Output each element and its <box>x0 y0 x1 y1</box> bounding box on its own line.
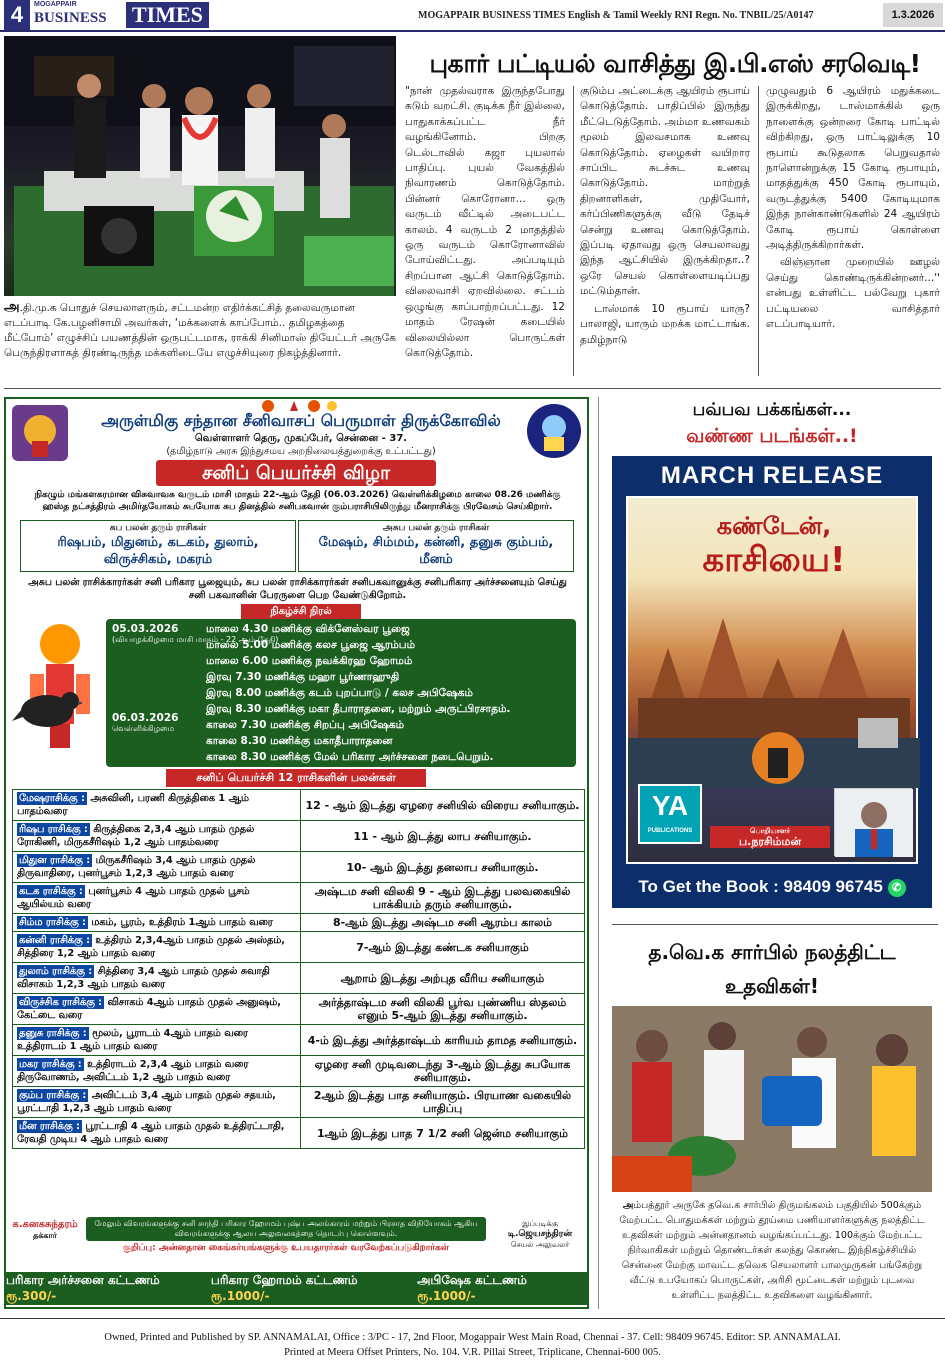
rasi-row <box>13 1025 585 1056</box>
rasi-result: ஏழரை சனி முடிவடைந்து 3-ஆம் இடத்து சுபயோக சனியாகும். <box>301 1056 585 1087</box>
rasi-name: துலாம் ராசிக்கு : <box>19 966 93 977</box>
rasi-stars: அசுவினி, பரணி கிருத்திகை 1 ஆம் பாதம்வரை <box>17 793 249 817</box>
rasi-stars-cell <box>13 1087 301 1118</box>
book-cover <box>626 496 918 864</box>
imprint-line-1: Owned, Printed and Published by SP. ANNAMALAI, Office : 3/PC - 17, 2nd Floor, Mogappair West Main Road, Chennai - 37. Cell: 98409 96745. Editor: SP. ANNAMALAI. <box>104 1332 841 1343</box>
program-date-note: வெள்ளிக்கிழமை <box>112 724 175 733</box>
rasi-row <box>13 914 585 932</box>
section-divider <box>4 388 941 389</box>
program-schedule <box>106 619 576 767</box>
story-column-3 <box>766 84 940 335</box>
rasi-name: கடக ராசிக்கு : <box>19 886 83 897</box>
imprint-line-2: Printed at Meera Offset Printers, No. 104. V.R. Pillai Street, Triplicane, Chennai-600 005. <box>284 1347 661 1358</box>
rasi-stars: மகம், பூரம், உத்திரம் 1ஆம் பாதம் வரை <box>91 917 273 928</box>
story-paragraph: குடும்ப அட்டைக்கு ஆயிரம் ரூபாய் கொடுத்தோம். பாதிப்பில் இருந்து மீட்டெடுத்தோம். அம்மா உணவகம் மூலம் இலவசமாக உணவு கொடுத்தோம். ஏழைகள் வயிறார சாப்பிட சுடச்சுட உணவு கொடுத்தோம். மாற்றுத் திறனாளிகள், முதியோர், கர்ப்பிணிகளுக்கு வீடு தேடிச் சென்று உணவு கொடுத்தோம். இப்படி ஏதாவது ஒரு செயலாவது இந்த ஆட்சியில் இருக்கிறதா..? ஒரே செயல் கொள்ளையடிப்பது மட்டும்தான். <box>580 85 750 298</box>
contact-note: மேலும் விவரங்களுக்கு சனி சாந்தி பரிகார ஹோமம் புஷ்ப அலங்காரம் மற்றும் பிரசாத விநியோகம் ஆகிய விவரங்களுக்கு ஆலய அலுவலகத்தை தொடர்பு கொள்ளவும். <box>86 1217 486 1241</box>
tvk-photo-caption <box>612 1198 932 1303</box>
tvk-story-headline: த.வெ.க சார்பில் நலத்திட்ட உதவிகள்! <box>648 940 896 998</box>
rasi-table-title: சனிப் பெயர்ச்சி 12 ராசிகளின் பலன்கள் <box>166 769 426 787</box>
auspicious-rasi-box <box>20 520 296 572</box>
program-date-note: (வியாழக்கிழமை மாசி மாதம் - 22 ஆம் தேதி) <box>112 635 279 644</box>
publisher-logo <box>638 784 702 844</box>
inauspicious-heading: அசுப பலன் தரும் ராசிகள் <box>382 523 490 533</box>
rasi-result: 7-ஆம் இடத்து கண்டக சனியாகும் <box>301 932 585 963</box>
inauspicious-rasis: மேஷம், சிம்மம், கன்னி, தனுசு கும்பம், மீனம் <box>318 535 554 567</box>
program-date: 05.03.2026 <box>112 623 179 635</box>
rasi-results-table <box>12 789 585 1149</box>
temple-name: அருள்மிகு சந்தான சீனிவாசப் பெருமாள் திருக்கோவில் <box>101 411 501 430</box>
rasi-stars: அவிட்டம் 3,4 ஆம் பாதம் முதல் சதயம், பூரட்டாதி 1,2,3 ஆம் பாதம் வரை <box>17 1090 276 1114</box>
rasi-name: ரிஷப ராசிக்கு : <box>19 824 88 835</box>
rasi-stars-cell <box>13 1025 301 1056</box>
rasi-name: மிதுன ராசிக்கு : <box>19 855 91 866</box>
kasi-temple-illustration <box>628 588 920 788</box>
story-paragraph: "நான் முதல்வராக இருந்தபோது கடும் வறட்சி. குடிக்க நீர் இல்லை, பாதுகாக்கப்பட்ட நீர் வழங்கினோம். பிறகு டெல்டாவில் கஜா புயலால் பாதிப்பு. புயல் வேகத்தில் நிவாரணம் கொடுத்தோம். பின்னர் கொரோனா... ஒரு வருடம் வீட்டில் அடைபட்ட காலம். 4 வருடம் 2 மாதத்தில் ஒரு வருடம் கொரோனாவில் போய்விட்டது. அப்படியும் சிறப்பான ஆட்சி கொடுத்தோம். விலைவாசி ஏறவில்லை. சட்டம் ஒழுங்கு காப்பாற்றப்பட்டது. 12 மாதம் ரேஷன் கடையில் விலையில்லா பொருட்கள் கொடுத்தோம். <box>405 85 565 359</box>
book-contact <box>612 874 932 900</box>
temple-subtitle: (தமிழ்நாடு அரசு இந்துசமய அறநிலையத்துறைக்கு உட்பட்டது) <box>166 446 436 457</box>
rasi-result: அஷ்டம சனி விலகி 9 - ஆம் இடத்து பலவகையில் பாக்கியம் தரும் சனியாகும். <box>301 883 585 914</box>
book-ad-headline-2: வண்ண படங்கள்..! <box>686 425 858 447</box>
rally-photo-caption <box>4 300 396 361</box>
deity-icon <box>12 405 68 461</box>
rasi-stars: விசாகம் 4ஆம் பாதம் முதல் அனுஷம், கேட்டை வரை <box>17 997 281 1021</box>
fee-value: ரூ.1000/- <box>417 1288 476 1303</box>
rasi-result: 10- ஆம் இடத்து தனலாப சனியாகும். <box>301 852 585 883</box>
rasi-stars-cell <box>13 914 301 932</box>
rasi-name: சிம்ம ராசிக்கு : <box>19 917 86 928</box>
author-photo <box>834 788 912 856</box>
story-column-1 <box>405 84 565 363</box>
auspicious-heading: சுப பலன் தரும் ராசிகள் <box>109 523 207 533</box>
rasi-stars-cell <box>13 963 301 994</box>
temple-address: வெள்ளாளர் தெரு, முகப்பேர், சென்னை - 37. <box>194 433 408 444</box>
fee-value: ரூ.1000/- <box>210 1288 270 1303</box>
book-title-line-1: கண்டேன், <box>716 512 832 540</box>
rasi-result: 12 - ஆம் இடத்து ஏழரை சனியில் விரைய சனியாகும். <box>301 790 585 821</box>
donor-note: குறிப்பு: அன்னதான கைங்கர்யங்களுக்கு உபயதாரர்கள் வரவேற்கப்படுகிறார்கள் <box>123 1243 449 1253</box>
program-item: மாலை 6.00 மணிக்கு நவக்கிரஹ ஹோமம் <box>206 655 413 667</box>
fee-value: ரூ.300/- <box>6 1288 57 1303</box>
rasi-stars: பூரட்டாதி 4 ஆம் பாதம் முதல் உத்திரட்டாதி, ரேவதி முடிய 4 ஆம் பாதம் வரை <box>17 1121 285 1145</box>
rasi-name: மகர ராசிக்கு : <box>19 1059 82 1070</box>
column-divider <box>598 397 599 1309</box>
story-paragraph: டாஸ்மாக் 10 ரூபாய் யாரு? பாலாஜி, யாரும் மறக்க மாட்டாங்க. தமிழ்நாடு <box>580 302 750 346</box>
book-contact-text: To Get the Book : 98409 96745 <box>638 877 883 896</box>
rasi-stars: புனர்பூசம் 4 ஆம் பாதம் முதல் பூசம் ஆயில்யம் வரை <box>17 886 250 910</box>
signatory-role: செயல் அலுவலர் <box>510 1240 570 1249</box>
fee-label: அபிஷேக கட்டணம் <box>417 1272 527 1287</box>
signatory-name: டி.ஜெயசந்திரன் <box>507 1229 573 1239</box>
rasi-row <box>13 963 585 994</box>
auspicious-rasis: ரிஷபம், மிதுனம், கடகம், துலாம், விருச்சிகம், மகரம் <box>57 535 259 567</box>
whatsapp-icon: ✆ <box>888 879 906 897</box>
rasi-row <box>13 1087 585 1118</box>
fee-label: பரிகார அர்ச்சனை கட்டணம் <box>6 1272 160 1287</box>
fee-abishekam <box>417 1273 587 1305</box>
logo-business-text: BUSINESS <box>34 10 107 26</box>
rasi-name: மேஷராசிக்கு : <box>19 793 85 804</box>
signatory-name: க.கனகசுந்தரம் <box>12 1219 78 1230</box>
publisher-logo-text: YA <box>651 790 689 821</box>
program-item: மாலை 4.30 மணிக்கு விக்னேஸ்வர பூஜை <box>206 623 410 635</box>
footer-rule <box>0 1318 945 1319</box>
story-column-2 <box>580 84 750 350</box>
program-item: இரவு 7.30 மணிக்கு மஹா பூர்ணாஹுதி <box>206 671 400 683</box>
imprint-footer <box>0 1330 945 1360</box>
rasi-name: கன்னி ராசிக்கு : <box>19 935 90 946</box>
rasi-stars: மிருகசீரிஷம் 3,4 ஆம் பாதம் முதல் திருவாதிரை, புனர்பூசம் 1,2,3 ஆம் பாதம் வரை <box>17 855 256 879</box>
rasi-name: விருச்சிக ராசிக்கு : <box>19 997 103 1008</box>
signatory-role: தக்கார் <box>33 1231 57 1240</box>
author-name: ப.நரசிம்மன் <box>738 835 802 848</box>
rasi-row <box>13 852 585 883</box>
caption-text: ம்பத்தூர் அருகே தவெ.க சார்பில் திருமங்கலம் பகுதியில் 500க்கும் மேற்பட்ட பொதுமக்கள் மற்றும் தூய்மை பணியாளர்களுக்கு நலத்திட்ட உதவிகள் மற்றும் அன்னதானம் வழங்கப்பட்டது. 100க்கும் மேற்பட்ட நிர்வாகிகள் மற்றும் தொண்டர்கள் கலந்து கொண்ட இந்நிகழ்ச்சியில் சென்னை மேற்கு மாவட்ட தவெக செயலாளர் பாலமுருகன் பங்கேற்று வீட்டு உபயோகப் பொருட்கள், அரிசி மூட்டைகள் மற்றும் புடவை உள்ளிட்ட நலத்திட்ட உதவிகளை வழங்கினார். <box>619 1200 925 1301</box>
release-banner: MARCH RELEASE <box>660 462 884 489</box>
program-item: காலை 7.30 மணிக்கு சிறப்பு அபிஷேகம் <box>206 719 405 731</box>
rasi-result: 2ஆம் இடத்து பாத சனியாகும். பிரயாண வகையில் பாதிப்பு <box>301 1087 585 1118</box>
program-item: இரவு 8.00 மணிக்கு கடம் புறப்பாடு / கலச அபிஷேகம் <box>206 687 473 699</box>
krishna-icon <box>526 403 582 459</box>
rally-photo <box>4 36 396 296</box>
rasi-stars: உத்திரம் 2,3,4ஆம் பாதம் முதல் அஸ்தம், சித்திரை 1,2 ஆம் பாதம் வரை <box>17 935 285 959</box>
rasi-stars-cell <box>13 994 301 1025</box>
tvk-event-photo <box>612 1006 932 1192</box>
story-paragraph: விஞ்ஞான முறையில் ஊழல் செய்து கொண்டிருக்கின்றனர்...'' என்பது உள்ளிட்ட பல்வேறு புகார் பட்டியலை வாசித்தார் எடப்பாடியார். <box>766 256 940 331</box>
story-paragraph: முழுவதும் 6 ஆயிரம் மதுக்கடை இருக்கிறது, டாஸ்மாக்கில் ஒரு நாளைக்கு ஒன்றரை கோடி பாட்டில் விற்கிறது, ஒரு பாட்டிலுக்கு 10 ரூபாய் கூடுதலாக பெறுவதால் நாளொன்றுக்கு 15 கோடி ரூபாயும், மாதத்துக்கு 450 கோடி ரூபாயும், வருடத்துக்கு 5400 கோடியுமாக இந்த நான்காண்டுகளில் 24 ஆயிரம் கோடி ரூபாய் கொள்ளை அடித்திருக்கிறார்கள். <box>766 85 940 252</box>
rasi-stars: மூலம், பூராடம் 4ஆம் பாதம் வரை உத்திராடம் 1 ஆம் பாதம் வரை <box>17 1028 248 1052</box>
rasi-result: 1ஆம் இடத்து பாத 7 1/2 சனி ஜென்ம சனியாகும் <box>301 1118 585 1149</box>
logo-small-text: MOGAPPAIR <box>34 1 77 8</box>
logo-times-text: TIMES <box>126 2 209 28</box>
rasi-result: ஆறாம் இடத்து அற்புத வீரிய சனியாகும் <box>301 963 585 994</box>
crow-icon <box>12 681 82 741</box>
rasi-result: 11 - ஆம் இடத்து லாப சனியாகும். <box>301 821 585 852</box>
program-item: மாலை 5.00 மணிக்கு கலச பூஜை ஆரம்பம் <box>206 639 416 651</box>
program-item: காலை 8.30 மணிக்கு மகாதீபாராதனை <box>206 735 393 747</box>
rasi-row <box>13 790 585 821</box>
signatory-label: இப்படிக்கு <box>522 1219 558 1228</box>
rasi-stars-cell <box>13 932 301 963</box>
rasi-name: மீன ராசிக்கு : <box>19 1121 80 1132</box>
rasi-stars-cell <box>13 790 301 821</box>
rasi-row <box>13 1118 585 1149</box>
book-ad-headline-1: பவ்பவ பக்கங்கள்... <box>692 400 852 420</box>
author-title: பொறியாளர் <box>750 827 790 835</box>
rasi-name: கும்ப ராசிக்கு : <box>19 1090 87 1101</box>
issue-date: 1.3.2026 <box>883 3 943 27</box>
page-number: 4 <box>4 0 30 30</box>
event-title: சனிப் பெயர்ச்சி விழா <box>156 460 436 486</box>
rasi-row <box>13 883 585 914</box>
column-divider <box>758 86 759 376</box>
rasi-row <box>13 932 585 963</box>
temple-advertisement <box>4 397 589 1309</box>
author-label <box>710 826 830 848</box>
caption-text: .தி.மு.க பொதுச் செயலாளரும், சட்டமன்ற எதிர்க்கட்சித் தலைவருமான எடப்பாடி கே.பழனிசாமி அவர்கள், ‘மக்களைக் காப்போம்.. தமிழகத்தை மீட்போம்’ எழுச்சிப் பயணத்தின் ஒருபட்டமாக, ராக்கி சினிமாஸ் தியேட்டர் அருகே பெருந்திரளாகத் திரண்டிருந்த மக்களிடையே எழுச்சியுரை நிகழ்த்தினார். <box>4 302 396 359</box>
newspaper-logo <box>34 1 214 29</box>
program-item: இரவு 8.30 மணிக்கு மகா தீபாராதனை, மற்றும் அருட்பிரசாதம். <box>206 703 511 715</box>
caption-dropcap: அ <box>4 299 20 315</box>
signatory-right <box>497 1219 583 1250</box>
rasi-result: 4-ம் இடத்து அர்த்தாஷ்டம் காரியம் தாமத சனியாகும். <box>301 1025 585 1056</box>
rasi-row <box>13 994 585 1025</box>
book-title-line-2: காசியை! <box>702 540 846 580</box>
rasi-stars-cell <box>13 883 301 914</box>
rasi-stars: கிருத்திகை 2,3,4 ஆம் பாதம் முதல் ரோகிணி, மிருகசீரிஷம் 1,2 ஆம் பாதம்வரை <box>17 824 255 848</box>
rasi-row <box>13 821 585 852</box>
fee-archanai <box>6 1273 211 1305</box>
fee-bar <box>6 1272 587 1305</box>
rasi-stars-cell <box>13 1056 301 1087</box>
rasi-name: தனுசு ராசிக்கு : <box>19 1028 87 1039</box>
rasi-row <box>13 1056 585 1087</box>
rasi-stars-cell <box>13 852 301 883</box>
inauspicious-rasi-box <box>298 520 574 572</box>
book-advertisement <box>612 456 932 908</box>
publisher-label: PUBLICATIONS <box>647 828 693 834</box>
remedy-note: அசுப பலன் ராசிக்காரர்கள் சனி பரிகார பூஜையும், சுப பலன் ராசிக்காரர்கள் சனிபகவானுக்கு சனிபரிகார அர்ச்சனையும் செய்து சனி பகவானின் பேரருளை பெற வேண்டுகிறோம். <box>28 577 567 601</box>
event-intro: நிகழும் மங்களகரமான விசுவாவசு வருடம் மாசி மாதம் 22-ஆம் தேதி (06.03.2026) வெள்ளிக்கிழமை காலை 08.26 மணிக்கு ஹஸ்த நட்சத்திரம் அமிர்தயோகம் சுபயோக சுப தினத்தில் சனிபகவான் கும்பராசியிலிருந்து மீனராசிக்கு பிரவேசம் செய்கிறார். <box>34 490 561 512</box>
masthead-info: MOGAPPAIR BUSINESS TIMES English & Tamil Weekly RNI Regn. No. TNBIL/25/A0147 <box>418 10 814 21</box>
rasi-stars: உத்திராடம் 2,3,4 ஆம் பாதம் வரை திருவோணம், அவிட்டம் 1,2 ஆம் பாதம் வரை <box>17 1059 249 1083</box>
story-headline: புகார் பட்டியல் வாசித்து இ.பி.எஸ் சரவெடி! <box>429 49 921 78</box>
rasi-result: அர்த்தாஷ்டம சனி விலகி பூர்வ புண்ணிய ஸ்தலம் எனும் 5-ஆம் இடத்து சனியாகும். <box>301 994 585 1025</box>
rasi-stars-cell <box>13 1118 301 1149</box>
signatory-left <box>10 1219 80 1241</box>
rasi-stars: சித்திரை 3,4 ஆம் பாதம் முதல் சுவாதி விசாகம் 1,2,3 ஆம் பாதம் வரை <box>17 966 270 990</box>
fee-label: பரிகார ஹோமம் கட்டணம் <box>210 1272 358 1287</box>
temple-ad-footer <box>6 1217 587 1272</box>
column-divider <box>573 86 574 376</box>
fee-homam <box>211 1273 417 1305</box>
program-item: காலை 8.30 மணிக்கு மேல் பரிகார அர்ச்சனை நடைபெறும். <box>206 751 494 763</box>
caption-dropcap: அ <box>622 1200 634 1211</box>
rasi-stars-cell <box>13 821 301 852</box>
masthead <box>0 0 945 32</box>
program-day-2 <box>112 712 178 734</box>
section-divider <box>612 924 938 925</box>
program-date: 06.03.2026 <box>112 712 179 724</box>
program-label: நிகழ்ச்சி நிரல் <box>241 604 361 619</box>
rasi-result: 8-ஆம் இடத்து அஷ்டம சனி ஆரம்ப காலம் <box>301 914 585 932</box>
